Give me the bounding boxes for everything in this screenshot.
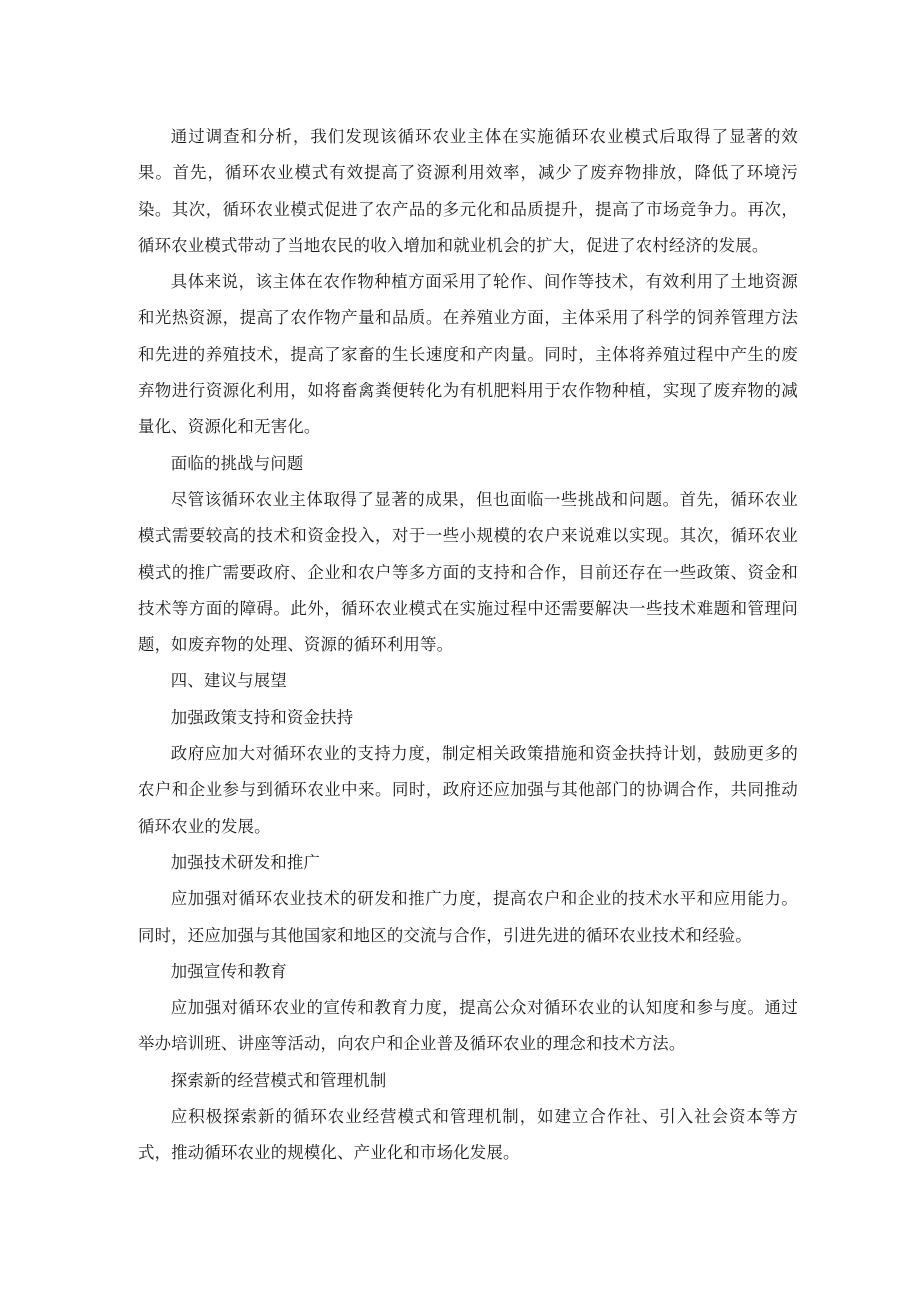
heading-challenges: 面临的挑战与问题 bbox=[170, 453, 304, 473]
paragraph-challenges: 尽管该循环农业主体取得了显著的成果，但也面临一些挑战和问题。首先，循环农业模式需要较高的技术和资金投入，对于一些小规模的农户来说难以实现。其次，循环农业模式的推广需要政府、企业和农户等多方面的支持和合作，目前还存在一些政策、资金和技术等方面的障碍。此外，循环农业模式在实施过程中还需要解决一些技术难题和管理问题，如废弃物的处理、资源的循环利用等。 bbox=[138, 489, 798, 655]
paragraph-new-models: 应积极探索新的循环农业经营模式和管理机制，如建立合作社、引入社会资本等方式，推动循环农业的规模化、产业化和市场化发展。 bbox=[138, 1107, 798, 1163]
section-heading-suggestions: 四、建议与展望 bbox=[170, 671, 287, 691]
paragraph-publicity-education: 应加强对循环农业的宣传和教育力度，提高公众对循环农业的认知度和参与度。通过举办培训班、讲座等活动，向农户和企业普及循环农业的理念和技术方法。 bbox=[138, 998, 798, 1054]
paragraph-tech-research: 应加强对循环农业技术的研发和推广力度，提高农户和企业的技术水平和应用能力。同时，还应加强与其他国家和地区的交流与合作，引进先进的循环农业技术和经验。 bbox=[138, 889, 798, 945]
heading-tech-research: 加强技术研发和推广 bbox=[170, 852, 321, 872]
heading-policy-support: 加强政策支持和资金扶持 bbox=[170, 707, 354, 727]
heading-publicity-education: 加强宣传和教育 bbox=[170, 961, 287, 981]
document-page bbox=[138, 119, 798, 1172]
paragraph-policy-support: 政府应加大对循环农业的支持力度，制定相关政策措施和资金扶持计划，鼓励更多的农户和企业参与到循环农业中来。同时，政府还应加强与其他部门的协调合作，共同推动循环农业的发展。 bbox=[138, 744, 798, 836]
paragraph-results: 通过调查和分析，我们发现该循环农业主体在实施循环农业模式后取得了显著的效果。首先，循环农业模式有效提高了资源利用效率，减少了废弃物排放，降低了环境污染。其次，循环农业模式促进了农产品的多元化和品质提升，提高了市场竞争力。再次，循环农业模式带动了当地农民的收入增加和就业机会的扩大，促进了农村经济的发展。 bbox=[138, 127, 798, 255]
paragraph-details: 具体来说，该主体在农作物种植方面采用了轮作、间作等技术，有效利用了土地资源和光热资源，提高了农作物产量和品质。在养殖业方面，主体采用了科学的饲养管理方法和先进的养殖技术，提高了家畜的生长速度和产肉量。同时，主体将养殖过程中产生的废弃物进行资源化利用，如将畜禽粪便转化为有机肥料用于农作物种植，实现了废弃物的减量化、资源化和无害化。 bbox=[138, 272, 798, 437]
heading-new-models: 探索新的经营模式和管理机制 bbox=[170, 1070, 387, 1090]
